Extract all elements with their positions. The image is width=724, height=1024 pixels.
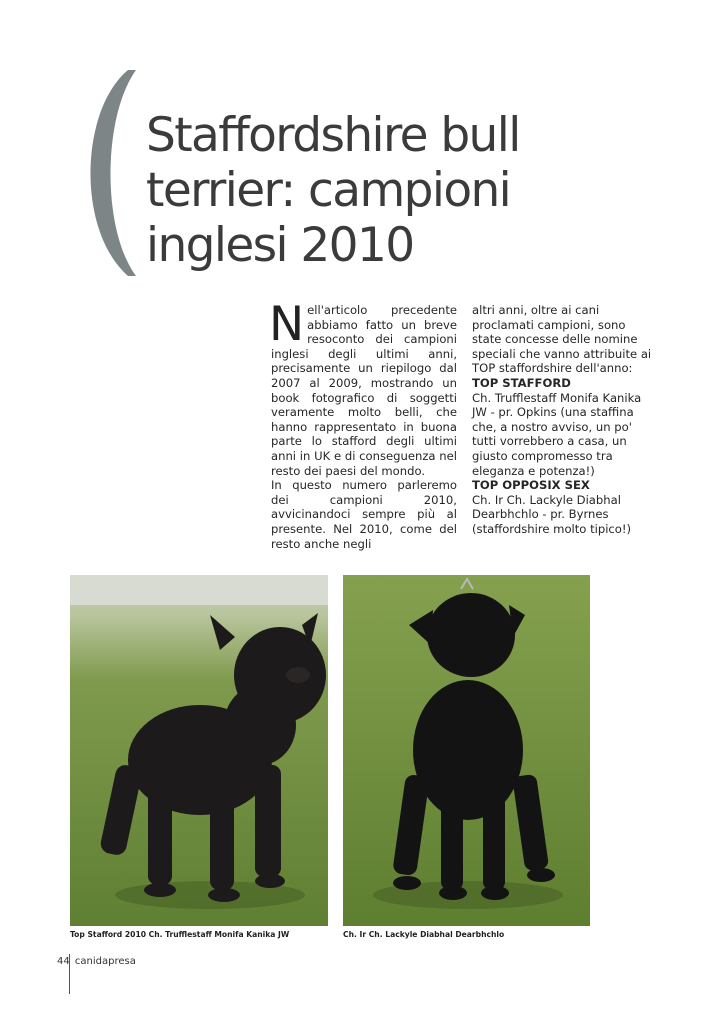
page-number: 44: [57, 956, 70, 967]
article-column-2: [472, 303, 658, 537]
article-paragraph: altri anni, oltre ai cani proclamati campioni, sono state concesse delle nomine speciali che vanno attribuite ai TOP staffordshire dell'anno:: [472, 303, 652, 376]
dropcap: N: [269, 297, 305, 352]
title-line-1: Staffordshire bull: [146, 108, 520, 163]
title-line-3: inglesi 2010: [146, 218, 414, 273]
section-heading-top-opposite-sex: TOP OPPOSIX SEX: [472, 478, 590, 493]
title-line-2: terrier: campioni: [146, 163, 511, 218]
dog-photo-2: [343, 575, 590, 926]
photo-caption-1: Top Stafford 2010 Ch. Trufflestaff Monifa Kanika JW: [70, 930, 290, 939]
parenthesis-decoration: [66, 70, 136, 276]
page-footer: [57, 956, 136, 967]
article-text: ell'articolo precedente abbiamo fatto un breve resoconto dei campioni inglesi degli ultimi anni, precisamente un riepilogo dal 2007 al 2009, mostrando un book fotografico di soggetti veramente molto belli, che hanno rappresentato in buona parte lo stafford degli ultimi anni in UK e di conseguenza nel resto dei paesi del mondo.: [271, 303, 457, 478]
article-paragraph: Ch. Trufflestaff Monifa Kanika JW - pr. Opkins (una staffina che, a nostro avviso, un po' tutti vorrebbero a casa, un giusto compromesso tra eleganza e potenza!): [472, 390, 642, 478]
page-title: [146, 108, 666, 273]
photo-caption-2: Ch. Ir Ch. Lackyle Diabhal Dearbhchlo: [343, 930, 505, 939]
article-paragraph: In questo numero parleremo dei campioni 2010, avvicinandoci sempre più al presente. Nel 2010, come del resto anche negli: [271, 478, 457, 551]
publication-name: canidapresa: [74, 956, 136, 967]
section-heading-top-stafford: TOP STAFFORD: [472, 375, 571, 390]
article-column-1: [269, 297, 457, 551]
article-paragraph: Ch. Ir Ch. Lackyle Diabhal Dearbhchlo - pr. Byrnes (staffordshire molto tipico!): [472, 492, 632, 536]
article-paragraph: [269, 297, 457, 478]
dog-photo-1: [70, 575, 328, 926]
